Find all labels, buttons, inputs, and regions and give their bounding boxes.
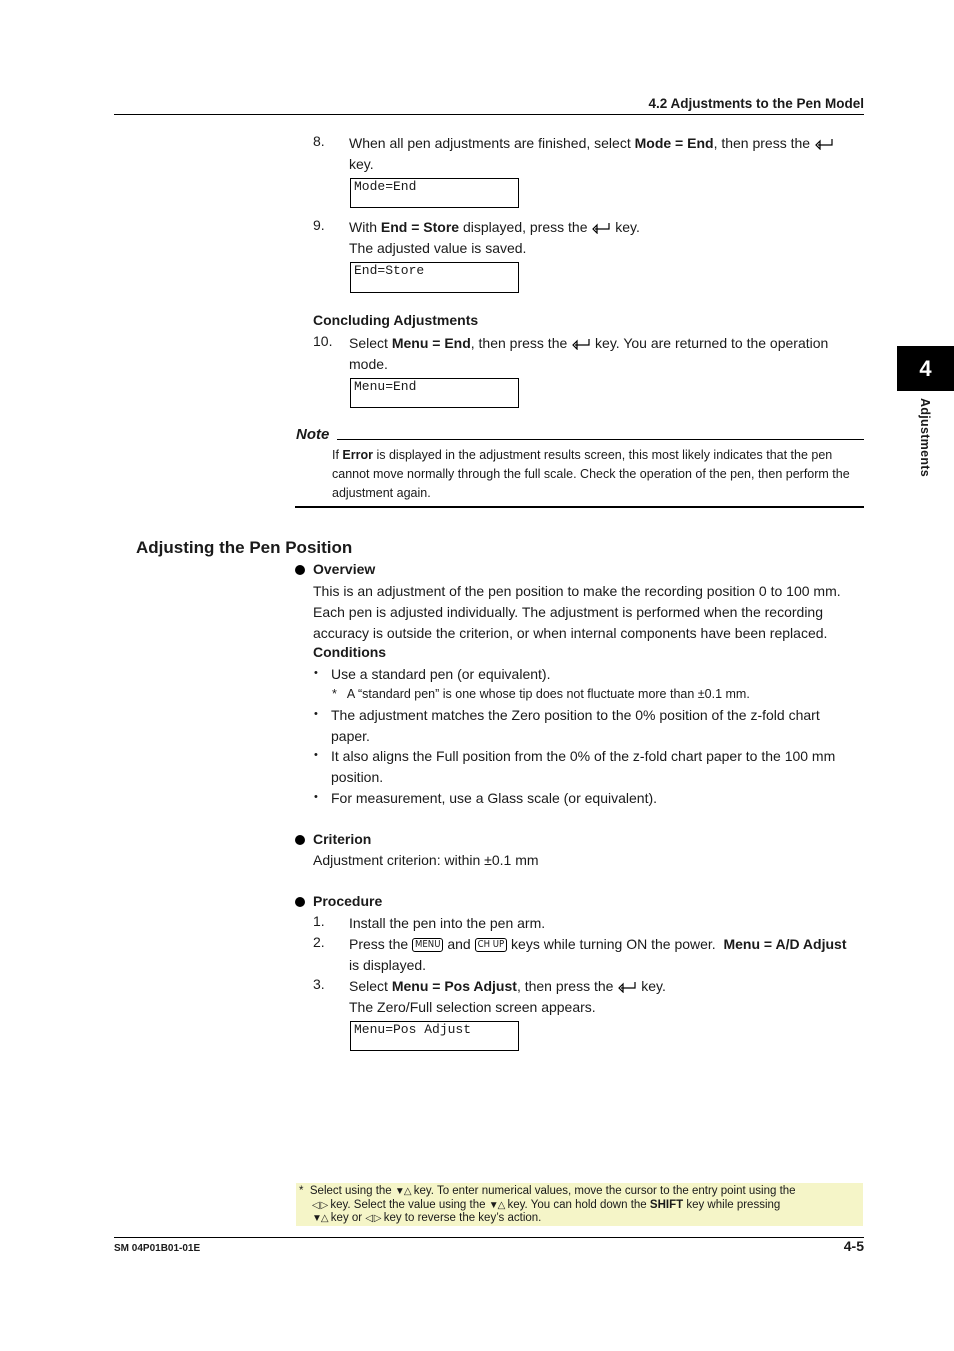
list-bullet: • [314, 667, 318, 679]
conditions-heading: Conditions [313, 644, 387, 660]
chapter-number: 4 [919, 355, 932, 381]
header-rule [114, 114, 864, 115]
ch-up-key-icon: CH UP [475, 938, 508, 952]
footnote-line: * A “standard pen” is one whose tip does not fluctuate more than ±0.1 mm. [332, 687, 750, 701]
enter-key-icon [591, 222, 611, 234]
note-rule [295, 506, 864, 508]
subheading: Concluding Adjustments [313, 312, 479, 328]
note-rule [337, 439, 864, 440]
document-id: SM 04P01B01-01E [114, 1243, 201, 1254]
footer-rule [114, 1237, 864, 1238]
procedure-heading: Procedure [295, 893, 382, 909]
note-text: If Error is displayed in the adjustment results screen, this most likely indicates that the pen cannot move normally through the full scale. Check the operation of the pen, then perform the adjustment again. [332, 448, 850, 500]
step-number: 10. [313, 333, 333, 349]
menu-key-icon: MENU [412, 938, 443, 952]
list-item: Use a standard pen (or equivalent). [331, 666, 551, 682]
lcd-display: Menu=Pos Adjust [350, 1021, 519, 1051]
section-heading: Adjusting the Pen Position [136, 538, 353, 557]
chapter-tab [897, 346, 954, 391]
step-text: Install the pen into the pen arm. [349, 915, 546, 931]
enter-key-icon [814, 138, 834, 150]
list-item: It also aligns the Full position from the 0% of the z-fold chart paper to the 100 mm position. [331, 748, 836, 785]
overview-heading: Overview [295, 561, 375, 577]
step-text: Select Menu = End, then press the key. You are returned to the operation mode. [349, 335, 829, 372]
down-up-key-icon: ▼△ [312, 1213, 328, 1224]
down-up-key-icon: ▼△ [488, 1199, 505, 1211]
list-bullet: • [314, 749, 318, 761]
overview-paragraph: This is an adjustment of the pen position to make the recording position 0 to 100 mm. Each pen is adjusted individually. The adjustment is performed when the recording accuracy is outside the criterion, or when internal components have been replaced. [313, 583, 841, 641]
bullet-dot [295, 835, 305, 845]
chapter-tab-label: Adjustments [918, 398, 932, 478]
lcd-display: Mode=End [350, 178, 519, 208]
step-text: When all pen adjustments are finished, select Mode = End, then press the key. [349, 133, 859, 175]
lcd-display: End=Store [350, 262, 519, 293]
step-number: 1. [313, 913, 325, 929]
list-bullet: • [314, 708, 318, 720]
step-number: 9. [313, 217, 325, 233]
running-header: 4.2 Adjustments to the Pen Model [648, 96, 864, 111]
list-item: The adjustment matches the Zero position to the 0% position of the z-fold chart paper. [331, 707, 820, 744]
footnote-text: * Select using the ▼△ key. To enter numerical values, move the cursor to the entry point using the ◁ ▷ key. Select the value using the ▼△ key. You can hold down the SHIFT key while pressing ▼△ key or ◁ ▷ key to reverse the key’s action. [299, 1185, 796, 1224]
note-label: Note [296, 426, 330, 443]
enter-key-icon [617, 981, 637, 993]
left-right-key-icon: ◁ ▷ [312, 1199, 328, 1211]
step-number: 3. [313, 976, 325, 992]
step-number: 2. [313, 934, 325, 950]
criterion-text: Adjustment criterion: within ±0.1 mm [313, 852, 539, 868]
page-number: 4-5 [843, 1238, 864, 1254]
lcd-display: Menu=End [350, 378, 519, 408]
step-number: 8. [313, 133, 325, 149]
step-text: Press the MENU and CH UP keys while turning ON the power. Menu = A/D Adjust is displayed. [349, 936, 847, 973]
list-item: For measurement, use a Glass scale (or equivalent). [331, 790, 658, 806]
list-bullet: • [314, 791, 318, 803]
bullet-dot [295, 897, 305, 907]
step-text: With End = Store displayed, press the key. The adjusted value is saved. [349, 219, 640, 256]
enter-key-icon [571, 338, 591, 350]
bullet-dot [295, 565, 305, 575]
left-right-key-icon: ◁ ▷ [365, 1213, 381, 1224]
down-up-key-icon: ▼△ [394, 1186, 411, 1197]
criterion-heading: Criterion [295, 831, 371, 847]
step-text: Select Menu = Pos Adjust, then press the key. The Zero/Full selection screen appears. [349, 978, 666, 1015]
